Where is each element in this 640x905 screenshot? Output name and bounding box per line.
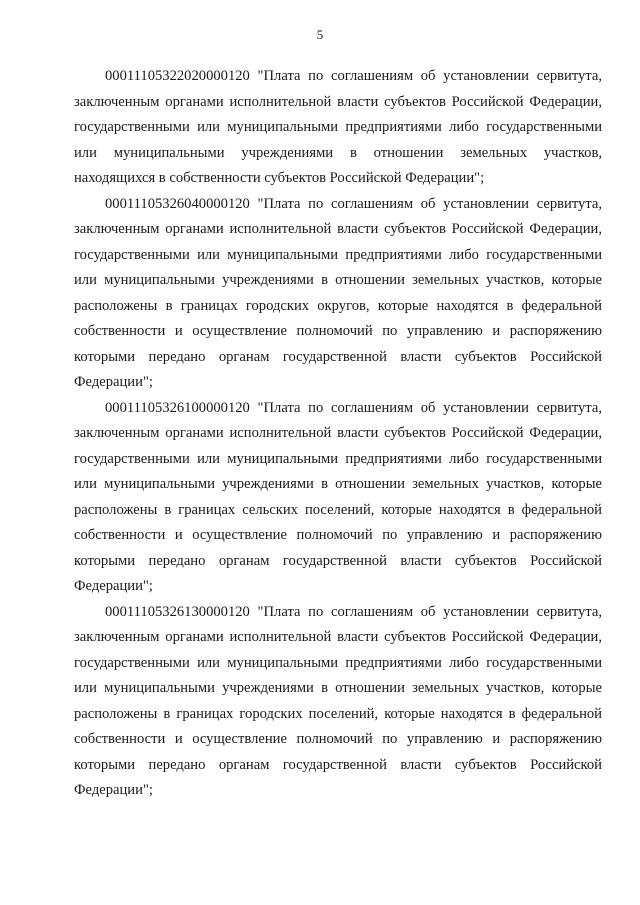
paragraph-code-00011105322020000120: 00011105322020000120 "Плата по соглашениям об установлении сервитута, заключенным органами исполнительной власти субъектов Российской Федерации, государственными или муниципальными предприятиями либо государственными или муниципальными учреждениями в отношении земельных участков, находящихся в собственности субъектов Российской Федерации"; [74,68,602,186]
document-body [74,64,602,804]
page-number: 5 [316,27,324,42]
paragraph-code-00011105326100000120: 00011105326100000120 "Плата по соглашениям об установлении сервитута, заключенным органами исполнительной власти субъектов Российской Федерации, государственными или муниципальными предприятиями либо государственными или муниципальными учреждениями в отношении земельных участков, которые расположены в границах сельских поселений, которые находятся в федеральной собственности и осуществление полномочий по управлению и распоряжению которыми передано органам государственной власти субъектов Российской Федерации"; [74,399,602,594]
paragraph-code-00011105326130000120: 00011105326130000120 "Плата по соглашениям об установлении сервитута, заключенным органами исполнительной власти субъектов Российской Федерации, государственными или муниципальными предприятиями либо государственными или муниципальными учреждениями в отношении земельных участков, которые расположены в границах городских поселений, которые находятся в федеральной собственности и осуществление полномочий по управлению и распоряжению которыми передано органам государственной власти субъектов Российской Федерации"; [74,603,602,798]
paragraph-code-00011105326040000120: 00011105326040000120 "Плата по соглашениям об установлении сервитута, заключенным органами исполнительной власти субъектов Российской Федерации, государственными или муниципальными предприятиями либо государственными или муниципальными учреждениями в отношении земельных участков, которые расположены в границах городских округов, которые находятся в федеральной собственности и осуществление полномочий по управлению и распоряжению которыми передано органам государственной власти субъектов Российской Федерации"; [74,195,602,390]
